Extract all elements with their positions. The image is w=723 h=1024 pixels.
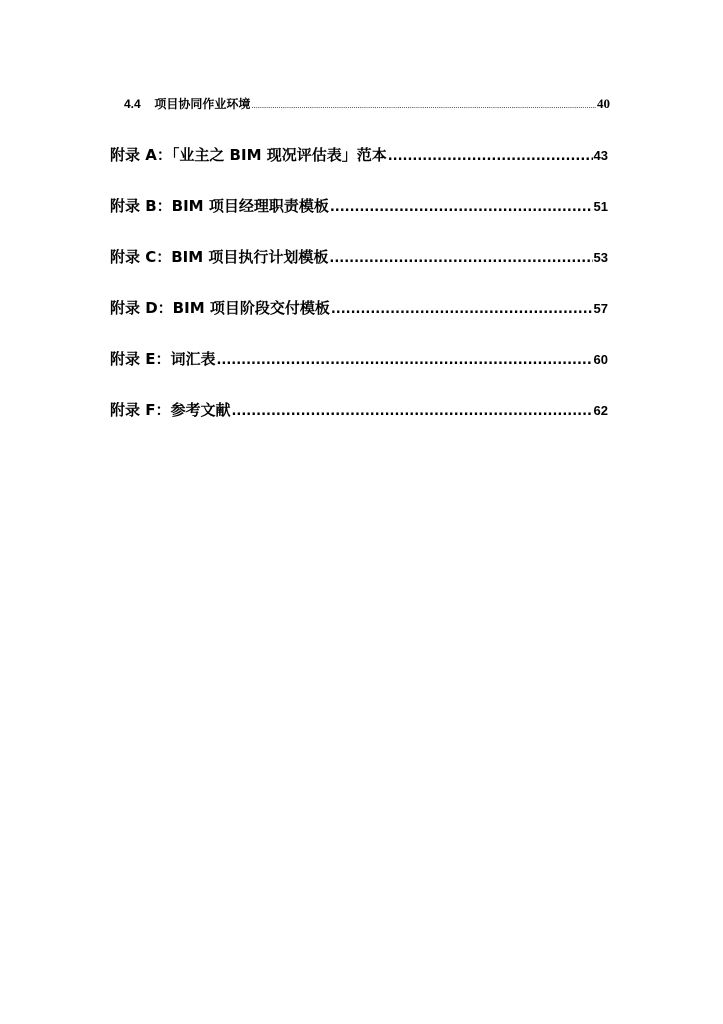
toc-entry-title: 附录 C：BIM 项目执行计划模板 — [110, 248, 329, 266]
toc-entry-title: 附录 E：词汇表 — [110, 350, 216, 368]
toc-entry-title: 项目协同作业环境 — [154, 97, 251, 111]
toc-entry-appendix-e[interactable] — [110, 348, 608, 369]
toc-entry-title: 附录 D：BIM 项目阶段交付模板 — [110, 299, 330, 317]
toc-entry-appendix-b[interactable] — [110, 195, 608, 216]
dot-leader — [330, 200, 593, 215]
toc-entry-title: 附录 B：BIM 项目经理职责模板 — [110, 197, 329, 215]
toc-entry-page: 51 — [593, 199, 608, 214]
toc-entry-page: 60 — [593, 352, 608, 367]
toc-entry-page: 53 — [593, 250, 608, 265]
dot-leader — [329, 251, 592, 266]
toc-entry-page: 40 — [597, 96, 610, 111]
dot-leader — [216, 353, 592, 368]
toc-entry-4-4[interactable] — [124, 95, 610, 112]
dot-leader — [231, 404, 592, 419]
dot-leader — [251, 102, 596, 110]
dot-leader — [331, 302, 593, 317]
dot-leader — [388, 149, 593, 164]
toc-entry-page: 43 — [593, 148, 608, 163]
toc-entry-appendix-d[interactable] — [110, 297, 608, 318]
toc-entry-appendix-a[interactable] — [110, 144, 608, 165]
toc-entry-appendix-f[interactable] — [110, 399, 608, 420]
toc-entry-title: 附录 F：参考文献 — [110, 401, 231, 419]
toc-entry-page: 62 — [593, 403, 608, 418]
toc-entry-title: 附录 A：「业主之 BIM 现况评估表」范本 — [110, 146, 387, 164]
toc-entry-page: 57 — [593, 301, 608, 316]
toc-entry-number: 4.4 — [124, 97, 141, 111]
toc-entry-appendix-c[interactable] — [110, 246, 608, 267]
